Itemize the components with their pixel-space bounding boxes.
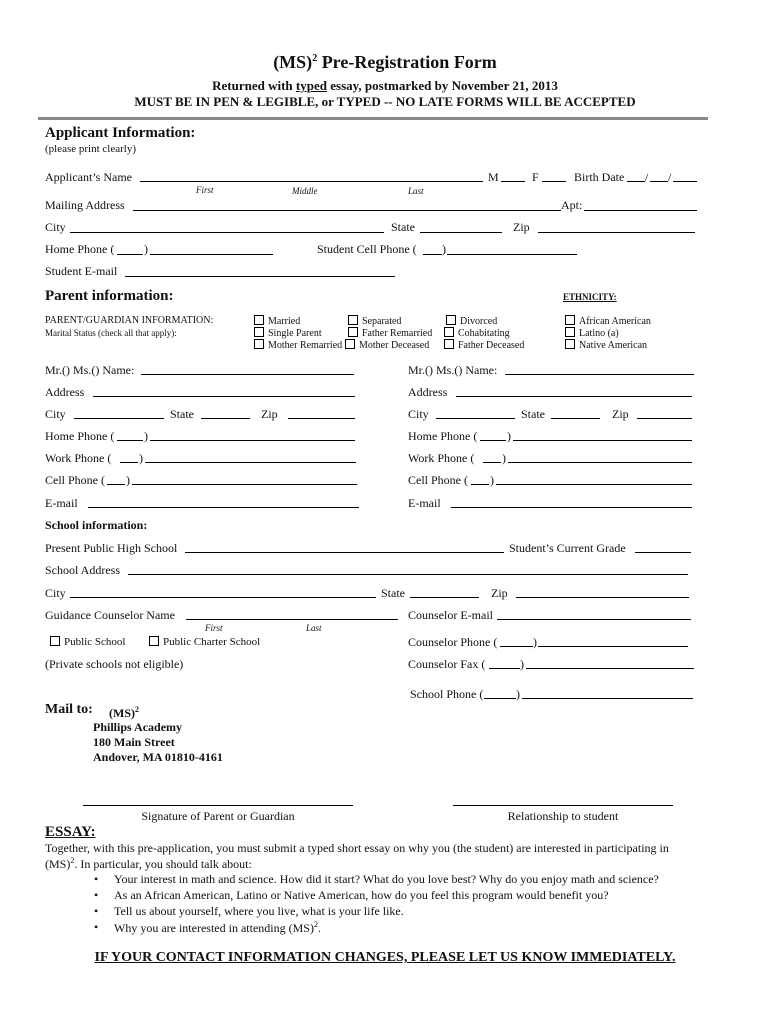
- mail-line-2: 180 Main Street: [93, 735, 175, 749]
- parent-heading: Parent information:: [45, 288, 174, 304]
- high-school-label: Present Public High School: [45, 541, 178, 555]
- parent1-city-label: City: [45, 407, 66, 421]
- paren-close: ): [490, 473, 494, 487]
- zip-field[interactable]: [538, 232, 695, 233]
- paren-close: ): [533, 635, 537, 649]
- paren-close: ): [502, 451, 506, 465]
- parent2-cell-area-field[interactable]: [471, 484, 489, 485]
- cell-phone-area-field[interactable]: [423, 254, 442, 255]
- first-name-caption: First: [196, 185, 214, 195]
- signature-field[interactable]: [83, 805, 353, 806]
- essay-heading: ESSAY:: [45, 824, 96, 840]
- counselor-fax-label: Counselor Fax (: [408, 657, 486, 671]
- essay-bullet: • As an African American, Latino or Native American, how do you feel this program would benefit you?: [114, 888, 609, 903]
- parent2-cell-phone-field[interactable]: [496, 484, 692, 485]
- female-label: F: [532, 170, 539, 184]
- parent2-address-field[interactable]: [456, 396, 692, 397]
- parent1-state-field[interactable]: [201, 418, 250, 419]
- birth-date-label: Birth Date: [574, 170, 625, 184]
- parent2-state-field[interactable]: [551, 418, 600, 419]
- parent2-email-label: E-mail: [408, 496, 441, 510]
- header-divider: [38, 117, 708, 120]
- parent1-zip-label: Zip: [261, 407, 278, 421]
- parent1-home-phone-field[interactable]: [150, 440, 355, 441]
- school-phone-field[interactable]: [522, 698, 693, 699]
- school-address-field[interactable]: [128, 574, 688, 575]
- home-phone-area-field[interactable]: [117, 254, 143, 255]
- signature-caption: Signature of Parent or Guardian: [141, 809, 295, 823]
- parent1-name-label: Mr.() Ms.() Name:: [45, 363, 135, 377]
- cell-phone-field[interactable]: [447, 254, 577, 255]
- parent1-email-field[interactable]: [88, 507, 359, 508]
- checkbox-separated[interactable]: Separated: [348, 315, 401, 327]
- home-phone-field[interactable]: [150, 254, 273, 255]
- paren-close: ): [144, 242, 148, 256]
- parent2-home-area-field[interactable]: [480, 440, 506, 441]
- parent1-home-phone-label: Home Phone (: [45, 429, 115, 443]
- parent2-zip-field[interactable]: [637, 418, 692, 419]
- parent1-email-label: E-mail: [45, 496, 78, 510]
- essay-bullet: • Tell us about yourself, where you live, what is your life like.: [114, 904, 404, 919]
- paren-close: ): [442, 242, 446, 256]
- apt-label: Apt:: [561, 198, 583, 212]
- mail-org: (MS)$^2$: [109, 705, 139, 720]
- checkbox-mother-deceased[interactable]: Mother Deceased: [345, 339, 429, 351]
- applicant-name-field[interactable]: [140, 181, 483, 182]
- counselor-name-label: Guidance Counselor Name: [45, 608, 175, 622]
- parent1-name-field[interactable]: [141, 374, 354, 375]
- counselor-email-field[interactable]: [497, 619, 691, 620]
- essay-bullet: • Why you are interested in attending (MS)$^2$.: [114, 920, 321, 936]
- student-cell-label: Student Cell Phone (: [317, 242, 417, 256]
- contact-change-notice: IF YOUR CONTACT INFORMATION CHANGES, PLEASE LET US KNOW IMMEDIATELY.: [94, 950, 676, 965]
- counselor-first-caption: First: [205, 623, 223, 633]
- student-email-field[interactable]: [125, 276, 395, 277]
- current-grade-field[interactable]: [635, 552, 691, 553]
- parent2-cell-phone-label: Cell Phone (: [408, 473, 468, 487]
- checkbox-public-charter[interactable]: Public Charter School: [149, 636, 260, 648]
- counselor-email-label: Counselor E-mail: [408, 608, 493, 622]
- parent2-name-label: Mr.() Ms.() Name:: [408, 363, 498, 377]
- mailing-address-field[interactable]: [133, 210, 561, 211]
- checkbox-single-parent[interactable]: Single Parent: [254, 327, 322, 339]
- counselor-fax-area-field[interactable]: [489, 668, 520, 669]
- parent2-state-label: State: [521, 407, 545, 421]
- birth-month-field[interactable]: [627, 181, 645, 182]
- male-field[interactable]: [501, 181, 525, 182]
- paren-close: ): [507, 429, 511, 443]
- parent1-cell-phone-label: Cell Phone (: [45, 473, 105, 487]
- parent2-work-phone-field[interactable]: [508, 462, 692, 463]
- parent2-home-phone-field[interactable]: [513, 440, 692, 441]
- paren-close: ): [516, 687, 520, 701]
- city-field[interactable]: [70, 232, 384, 233]
- checkbox-native-american[interactable]: Native American: [565, 339, 647, 351]
- school-heading: School information:: [45, 518, 148, 532]
- mail-line-1: Phillips Academy: [93, 720, 183, 734]
- form-subtitle: Returned with typed essay, postmarked by November 21, 2013: [212, 78, 558, 93]
- checkbox-cohabitating[interactable]: Cohabitating: [444, 327, 510, 339]
- ethnicity-label: ETHNICITY:: [563, 292, 617, 302]
- school-address-label: School Address: [45, 563, 120, 577]
- date-slash: /: [668, 170, 672, 184]
- print-clearly-note: (please print clearly): [45, 143, 137, 155]
- private-school-note: (Private schools not eligible): [45, 657, 184, 671]
- essay-intro-line-1: Together, with this pre-application, you must submit a typed short essay on why you (the student) are interested in participating in: [45, 841, 669, 855]
- essay-bullet: • Your interest in math and science. How did it start? What do you love best? Why do you enjoy math and science?: [114, 872, 659, 887]
- counselor-phone-field[interactable]: [538, 646, 688, 647]
- mail-to-label: Mail to:: [45, 702, 93, 717]
- parent2-work-area-field[interactable]: [483, 462, 501, 463]
- checkbox-married[interactable]: Married: [254, 315, 300, 327]
- parent1-work-phone-field[interactable]: [145, 462, 356, 463]
- mail-line-3: Andover, MA 01810-4161: [93, 750, 223, 764]
- parent2-city-field[interactable]: [436, 418, 515, 419]
- parent2-home-phone-label: Home Phone (: [408, 429, 478, 443]
- birth-day-field[interactable]: [650, 181, 668, 182]
- parent2-name-field[interactable]: [505, 374, 694, 375]
- parent1-address-field[interactable]: [93, 396, 355, 397]
- student-email-label: Student E-mail: [45, 264, 118, 278]
- state-field[interactable]: [420, 232, 502, 233]
- parent2-address-label: Address: [408, 385, 448, 399]
- school-state-label: State: [381, 586, 405, 600]
- parent1-work-area-field[interactable]: [120, 462, 138, 463]
- parent2-city-label: City: [408, 407, 429, 421]
- last-name-caption: Last: [408, 186, 424, 196]
- apt-field[interactable]: [584, 210, 697, 211]
- parent1-address-label: Address: [45, 385, 85, 399]
- date-slash: /: [645, 170, 649, 184]
- school-city-field[interactable]: [70, 597, 376, 598]
- home-phone-label: Home Phone (: [45, 242, 115, 256]
- guardian-info-label: PARENT/GUARDIAN INFORMATION:: [45, 315, 214, 326]
- parent2-email-field[interactable]: [451, 507, 692, 508]
- counselor-name-field[interactable]: [186, 619, 398, 620]
- relationship-field[interactable]: [453, 805, 673, 806]
- counselor-fax-field[interactable]: [526, 668, 694, 669]
- birth-year-field[interactable]: [673, 181, 697, 182]
- checkbox-father-deceased[interactable]: Father Deceased: [444, 339, 524, 351]
- checkbox-father-remarried[interactable]: Father Remarried: [348, 327, 432, 339]
- school-zip-label: Zip: [491, 586, 508, 600]
- school-state-field[interactable]: [410, 597, 479, 598]
- zip-label: Zip: [513, 220, 530, 234]
- applicant-heading: Applicant Information:: [45, 125, 196, 141]
- parent1-state-label: State: [170, 407, 194, 421]
- parent1-cell-phone-field[interactable]: [132, 484, 357, 485]
- paren-close: ): [520, 657, 524, 671]
- city-label: City: [45, 220, 66, 234]
- paren-close: ): [126, 473, 130, 487]
- parent1-zip-field[interactable]: [288, 418, 355, 419]
- checkbox-divorced[interactable]: Divorced: [446, 315, 497, 327]
- counselor-phone-area-field[interactable]: [500, 646, 533, 647]
- parent1-cell-area-field[interactable]: [107, 484, 125, 485]
- checkbox-latino[interactable]: Latino (a): [565, 327, 619, 339]
- mailing-address-label: Mailing Address: [45, 198, 125, 212]
- counselor-phone-label: Counselor Phone (: [408, 635, 498, 649]
- parent2-zip-label: Zip: [612, 407, 629, 421]
- school-phone-area-field[interactable]: [484, 698, 516, 699]
- parent1-city-field[interactable]: [74, 418, 164, 419]
- parent1-work-phone-label: Work Phone (: [45, 451, 112, 465]
- checkbox-mother-remarried[interactable]: Mother Remarried: [254, 339, 342, 351]
- high-school-field[interactable]: [185, 552, 504, 553]
- paren-close: ): [139, 451, 143, 465]
- school-city-label: City: [45, 586, 66, 600]
- middle-name-caption: Middle: [292, 186, 318, 196]
- paren-close: ): [144, 429, 148, 443]
- parent2-work-phone-label: Work Phone (: [408, 451, 475, 465]
- relationship-caption: Relationship to student: [507, 809, 619, 823]
- female-field[interactable]: [542, 181, 566, 182]
- male-label: M: [488, 170, 499, 184]
- checkbox-public-school[interactable]: Public School: [50, 636, 125, 648]
- parent1-home-area-field[interactable]: [117, 440, 143, 441]
- form-title: (MS)$^2$ Pre-Registration Form: [273, 52, 497, 72]
- counselor-last-caption: Last: [306, 623, 322, 633]
- form-notice: MUST BE IN PEN & LEGIBLE, or TYPED -- NO LATE FORMS WILL BE ACCEPTED: [134, 94, 636, 109]
- applicant-name-label: Applicant’s Name: [45, 170, 132, 184]
- state-label: State: [391, 220, 415, 234]
- checkbox-african-american[interactable]: African American: [565, 315, 651, 327]
- school-phone-label: School Phone (: [410, 687, 484, 701]
- marital-status-label: Marital Status (check all that apply):: [45, 328, 177, 338]
- current-grade-label: Student’s Current Grade: [509, 541, 626, 555]
- essay-intro-line-2: (MS)$^2$. In particular, you should talk about:: [45, 856, 252, 871]
- school-zip-field[interactable]: [516, 597, 689, 598]
